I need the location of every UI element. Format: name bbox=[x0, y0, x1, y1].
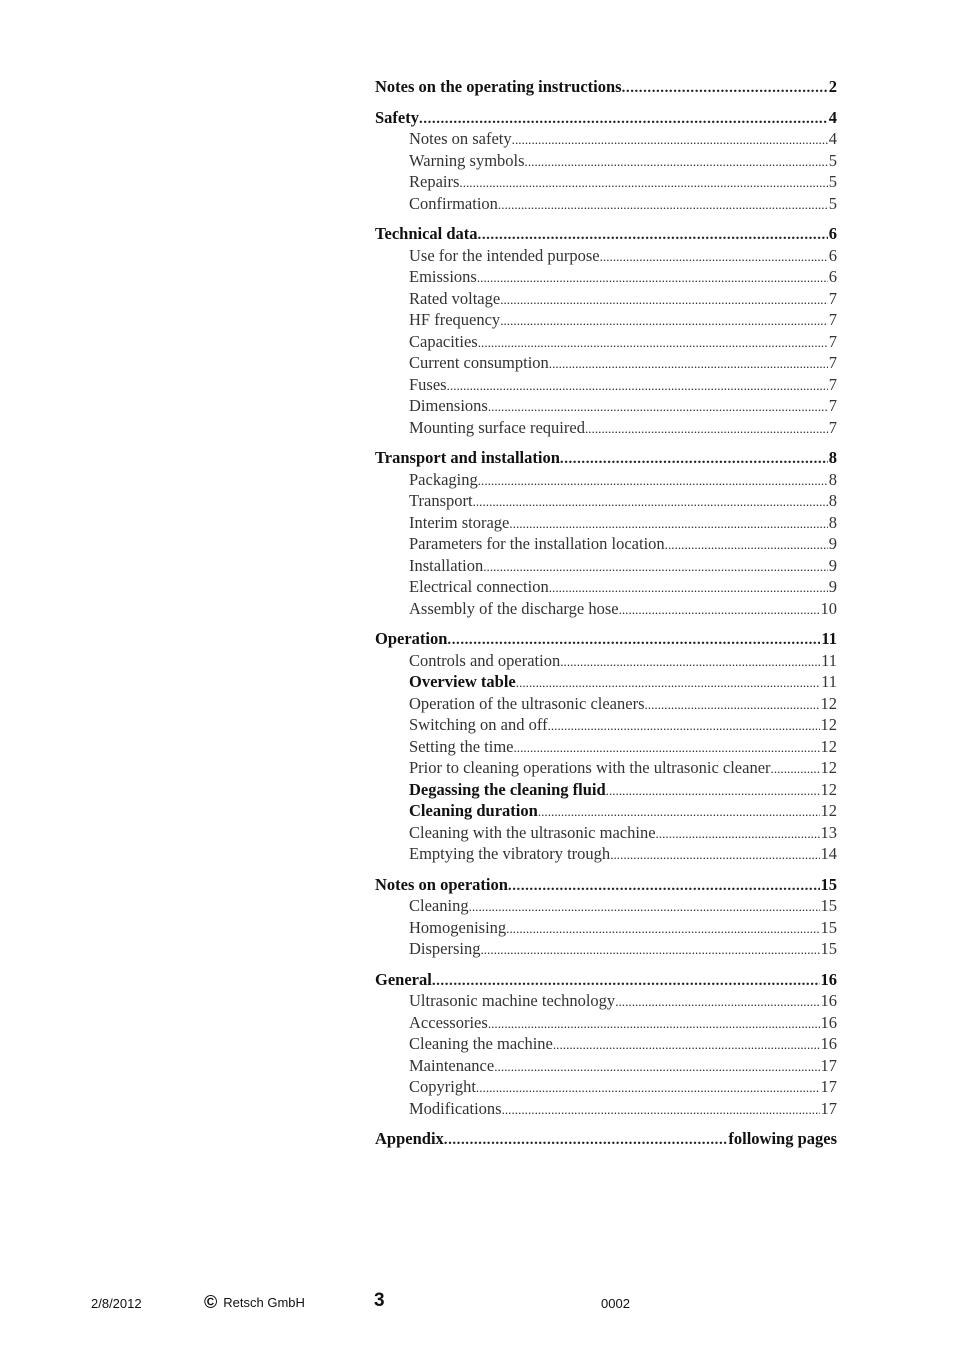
toc-dot-leader bbox=[665, 534, 828, 556]
toc-page-number: 17 bbox=[820, 1055, 837, 1075]
toc-dot-leader bbox=[548, 715, 820, 737]
toc-dot-leader bbox=[645, 694, 820, 716]
toc-page-number: 5 bbox=[828, 172, 837, 191]
toc-subentry[interactable] bbox=[375, 352, 837, 374]
toc-subentry[interactable] bbox=[375, 193, 837, 215]
toc-entry-title: Fuses bbox=[409, 374, 447, 394]
toc-section bbox=[375, 874, 837, 960]
toc-subentry[interactable] bbox=[375, 490, 837, 512]
toc-subentry[interactable] bbox=[375, 1012, 837, 1034]
toc-dot-leader bbox=[560, 651, 820, 673]
toc-page-number: 7 bbox=[828, 310, 837, 329]
toc-page-number: 16 bbox=[820, 1034, 837, 1053]
toc-page-number: 7 bbox=[828, 374, 837, 394]
toc-dot-leader bbox=[525, 151, 828, 173]
copyright-icon: © bbox=[204, 1292, 218, 1312]
toc-page-number: 12 bbox=[820, 693, 837, 713]
toc-entry-title: Operation of the ultrasonic cleaners bbox=[409, 693, 645, 713]
toc-entry-title: Emptying the vibratory trough bbox=[409, 844, 611, 863]
toc-page-number: 7 bbox=[828, 417, 837, 437]
toc-section-heading[interactable] bbox=[375, 76, 837, 98]
toc-section bbox=[375, 969, 837, 1120]
toc-dot-leader bbox=[481, 939, 820, 961]
toc-subentry[interactable] bbox=[375, 779, 837, 801]
toc-page-number: 2 bbox=[828, 77, 837, 96]
toc-section-heading[interactable] bbox=[375, 447, 837, 469]
toc-entry-title: Cleaning with the ultrasonic machine bbox=[409, 822, 656, 842]
toc-section-heading[interactable] bbox=[375, 628, 837, 650]
toc-page-number: 12 bbox=[820, 715, 837, 734]
toc-dot-leader bbox=[500, 289, 828, 311]
toc-subentry[interactable] bbox=[375, 309, 837, 331]
toc-entry-title: Mounting surface required bbox=[409, 417, 585, 437]
toc-entry-title: Prior to cleaning operations with the ultrasonic cleaner bbox=[409, 758, 771, 777]
toc-entry-title: Rated voltage bbox=[409, 288, 501, 308]
toc-dot-leader bbox=[502, 1099, 820, 1121]
toc-dot-leader bbox=[516, 672, 820, 694]
toc-entry-title: Assembly of the discharge hose bbox=[409, 598, 619, 618]
toc-entry-title: Warning symbols bbox=[409, 150, 525, 170]
toc-entry-title: Repairs bbox=[409, 172, 460, 191]
toc-dot-leader bbox=[447, 630, 820, 652]
toc-subentry[interactable] bbox=[375, 843, 837, 865]
toc-page-number: 15 bbox=[820, 896, 837, 915]
toc-entry-title: Homogenising bbox=[409, 917, 507, 937]
toc-dot-leader bbox=[432, 971, 820, 993]
toc-page-number: 16 bbox=[820, 969, 837, 989]
toc-dot-leader bbox=[419, 109, 828, 131]
toc-subentry[interactable] bbox=[375, 693, 837, 715]
toc-page-number: 16 bbox=[820, 1012, 837, 1032]
toc-subentry[interactable] bbox=[375, 990, 837, 1012]
toc-subentry[interactable] bbox=[375, 714, 837, 736]
toc-page-number: 6 bbox=[828, 224, 837, 243]
toc-subentry[interactable] bbox=[375, 245, 837, 267]
toc-entry-title: Notes on operation bbox=[375, 874, 508, 894]
toc-page-number: 7 bbox=[828, 353, 837, 372]
toc-entry-title: Packaging bbox=[409, 469, 478, 489]
footer-company: Retsch GmbH bbox=[223, 1294, 305, 1310]
toc-page-number: 15 bbox=[820, 874, 837, 894]
toc-section-heading[interactable] bbox=[375, 874, 837, 896]
toc-subentry[interactable] bbox=[375, 374, 837, 396]
toc-dot-leader bbox=[538, 801, 820, 823]
toc-section-heading[interactable] bbox=[375, 1128, 837, 1150]
toc-dot-leader bbox=[473, 491, 828, 513]
toc-page-number: 6 bbox=[828, 245, 837, 265]
toc-dot-leader bbox=[622, 78, 828, 100]
toc-entry-title: Accessories bbox=[409, 1012, 488, 1032]
page-footer bbox=[0, 1290, 954, 1314]
toc-page-number: 17 bbox=[820, 1077, 837, 1096]
toc-entry-title: Installation bbox=[409, 555, 484, 575]
toc-dot-leader bbox=[500, 310, 828, 332]
toc-page-number: 8 bbox=[828, 448, 837, 467]
toc-section-heading[interactable] bbox=[375, 223, 837, 245]
toc-entry-title: HF frequency bbox=[409, 310, 501, 329]
toc-entry-title: Use for the intended purpose bbox=[409, 245, 600, 265]
toc-entry-title: Electrical connection bbox=[409, 577, 549, 596]
toc-subentry[interactable] bbox=[375, 1033, 837, 1055]
toc-subentry[interactable] bbox=[375, 800, 837, 822]
toc-subentry[interactable] bbox=[375, 331, 837, 353]
toc-section bbox=[375, 223, 837, 438]
toc-page-number: 9 bbox=[828, 534, 837, 553]
toc-dot-leader bbox=[600, 246, 828, 268]
toc-dot-leader bbox=[478, 225, 828, 247]
toc-subentry[interactable] bbox=[375, 1055, 837, 1077]
toc-subentry[interactable] bbox=[375, 576, 837, 598]
toc-subentry[interactable] bbox=[375, 128, 837, 150]
toc-page-number: 12 bbox=[820, 758, 837, 777]
toc-subentry[interactable] bbox=[375, 736, 837, 758]
toc-entry-title: Setting the time bbox=[409, 736, 514, 756]
toc-page-number: 9 bbox=[828, 577, 837, 596]
toc-entry-title: Dimensions bbox=[409, 396, 488, 415]
toc-entry-title: Cleaning duration bbox=[409, 801, 538, 820]
toc-entry-title: Interim storage bbox=[409, 512, 510, 532]
toc-entry-title: Copyright bbox=[409, 1077, 476, 1096]
toc-entry-title: Emissions bbox=[409, 267, 477, 286]
toc-page-number: 7 bbox=[828, 396, 837, 415]
toc-page-number: 5 bbox=[828, 150, 837, 170]
toc-page-number: 10 bbox=[820, 598, 837, 618]
toc-page-number: 7 bbox=[828, 288, 837, 308]
toc-dot-leader bbox=[615, 991, 819, 1013]
toc-entry-title: Technical data bbox=[375, 224, 478, 243]
toc-dot-leader bbox=[508, 876, 820, 898]
toc-page-number: 8 bbox=[828, 512, 837, 532]
toc-entry-title: Parameters for the installation location bbox=[409, 534, 665, 553]
footer-copyright bbox=[204, 1294, 305, 1310]
toc-page-number: 4 bbox=[828, 107, 837, 127]
toc-entry-title: Switching on and off bbox=[409, 715, 548, 734]
toc-dot-leader bbox=[447, 375, 828, 397]
toc-page-number: 15 bbox=[820, 939, 837, 958]
footer-document-code: 0002 bbox=[601, 1296, 630, 1311]
toc-dot-leader bbox=[610, 844, 819, 866]
toc-section bbox=[375, 447, 837, 619]
table-of-contents bbox=[375, 76, 837, 1159]
footer-date: 2/8/2012 bbox=[91, 1296, 142, 1311]
toc-dot-leader bbox=[483, 556, 828, 578]
toc-dot-leader bbox=[478, 470, 828, 492]
toc-page-number: 12 bbox=[820, 801, 837, 820]
toc-dot-leader bbox=[549, 577, 828, 599]
toc-entry-title: Dispersing bbox=[409, 939, 481, 958]
toc-subentry[interactable] bbox=[375, 288, 837, 310]
toc-subentry[interactable] bbox=[375, 469, 837, 491]
toc-page-number: 17 bbox=[820, 1098, 837, 1118]
toc-page-number: 11 bbox=[821, 650, 837, 670]
toc-page-number: 5 bbox=[828, 193, 837, 213]
toc-dot-leader bbox=[459, 172, 827, 194]
toc-page-number: 8 bbox=[828, 469, 837, 489]
toc-subentry[interactable] bbox=[375, 417, 837, 439]
toc-subentry[interactable] bbox=[375, 938, 837, 960]
toc-entry-title: Confirmation bbox=[409, 193, 498, 213]
toc-page-number: 8 bbox=[828, 491, 837, 510]
toc-section bbox=[375, 76, 837, 98]
toc-page-number: following pages bbox=[728, 1129, 837, 1148]
toc-subentry[interactable] bbox=[375, 650, 837, 672]
toc-entry-title: Transport and installation bbox=[375, 448, 560, 467]
toc-dot-leader bbox=[560, 449, 828, 471]
toc-subentry[interactable] bbox=[375, 171, 837, 193]
toc-entry-title: Modifications bbox=[409, 1098, 502, 1118]
toc-page-number: 15 bbox=[820, 917, 837, 937]
toc-page-number: 14 bbox=[820, 844, 837, 863]
toc-entry-title: Overview table bbox=[409, 672, 516, 691]
toc-dot-leader bbox=[476, 1077, 820, 1099]
toc-entry-title: Capacities bbox=[409, 331, 478, 351]
toc-dot-leader bbox=[469, 896, 820, 918]
toc-section bbox=[375, 107, 837, 215]
toc-entry-title: Cleaning bbox=[409, 896, 469, 915]
toc-page-number: 16 bbox=[820, 991, 837, 1010]
toc-section-heading[interactable] bbox=[375, 969, 837, 991]
toc-subentry[interactable] bbox=[375, 917, 837, 939]
toc-subentry[interactable] bbox=[375, 598, 837, 620]
toc-dot-leader bbox=[619, 599, 820, 621]
toc-entry-title: Ultrasonic machine technology bbox=[409, 991, 616, 1010]
toc-page-number: 11 bbox=[821, 629, 837, 648]
toc-entry-title: Operation bbox=[375, 629, 448, 648]
toc-dot-leader bbox=[477, 267, 828, 289]
toc-subentry[interactable] bbox=[375, 757, 837, 779]
toc-entry-title: Controls and operation bbox=[409, 650, 561, 670]
toc-dot-leader bbox=[512, 129, 828, 151]
toc-page-number: 13 bbox=[820, 822, 837, 842]
toc-dot-leader bbox=[771, 758, 820, 780]
toc-page-number: 9 bbox=[828, 555, 837, 575]
toc-page-number: 7 bbox=[828, 331, 837, 351]
toc-page-number: 6 bbox=[828, 267, 837, 286]
toc-dot-leader bbox=[498, 194, 828, 216]
toc-page-number: 12 bbox=[820, 736, 837, 756]
toc-dot-leader bbox=[478, 332, 828, 354]
toc-section-heading[interactable] bbox=[375, 107, 837, 129]
toc-entry-title: Appendix bbox=[375, 1129, 444, 1148]
toc-subentry[interactable] bbox=[375, 533, 837, 555]
toc-subentry[interactable] bbox=[375, 671, 837, 693]
toc-subentry[interactable] bbox=[375, 895, 837, 917]
toc-subentry[interactable] bbox=[375, 1076, 837, 1098]
toc-dot-leader bbox=[506, 918, 819, 940]
toc-subentry[interactable] bbox=[375, 395, 837, 417]
toc-entry-title: Safety bbox=[375, 107, 419, 127]
toc-section bbox=[375, 1128, 837, 1150]
toc-section bbox=[375, 628, 837, 865]
toc-entry-title: Degassing the cleaning fluid bbox=[409, 779, 606, 799]
toc-dot-leader bbox=[549, 353, 828, 375]
toc-subentry[interactable] bbox=[375, 822, 837, 844]
toc-dot-leader bbox=[488, 1013, 820, 1035]
toc-entry-title: Transport bbox=[409, 491, 473, 510]
toc-dot-leader bbox=[494, 1056, 819, 1078]
toc-page-number: 12 bbox=[820, 779, 837, 799]
toc-dot-leader bbox=[585, 418, 828, 440]
footer-page-number: 3 bbox=[374, 1290, 385, 1311]
toc-entry-title: Cleaning the machine bbox=[409, 1034, 553, 1053]
toc-dot-leader bbox=[553, 1034, 820, 1056]
toc-dot-leader bbox=[606, 780, 820, 802]
toc-dot-leader bbox=[444, 1130, 728, 1152]
toc-subentry[interactable] bbox=[375, 266, 837, 288]
toc-dot-leader bbox=[656, 823, 820, 845]
toc-dot-leader bbox=[488, 396, 828, 418]
toc-entry-title: Notes on safety bbox=[409, 129, 512, 148]
toc-subentry[interactable] bbox=[375, 1098, 837, 1120]
toc-page-number: 4 bbox=[828, 129, 837, 148]
toc-entry-title: Notes on the operating instructions bbox=[375, 77, 622, 96]
toc-entry-title: General bbox=[375, 969, 432, 989]
toc-subentry[interactable] bbox=[375, 150, 837, 172]
toc-entry-title: Maintenance bbox=[409, 1055, 495, 1075]
toc-page-number: 11 bbox=[821, 672, 837, 691]
toc-subentry[interactable] bbox=[375, 555, 837, 577]
toc-dot-leader bbox=[509, 513, 827, 535]
toc-dot-leader bbox=[514, 737, 820, 759]
toc-subentry[interactable] bbox=[375, 512, 837, 534]
toc-entry-title: Current consumption bbox=[409, 353, 549, 372]
